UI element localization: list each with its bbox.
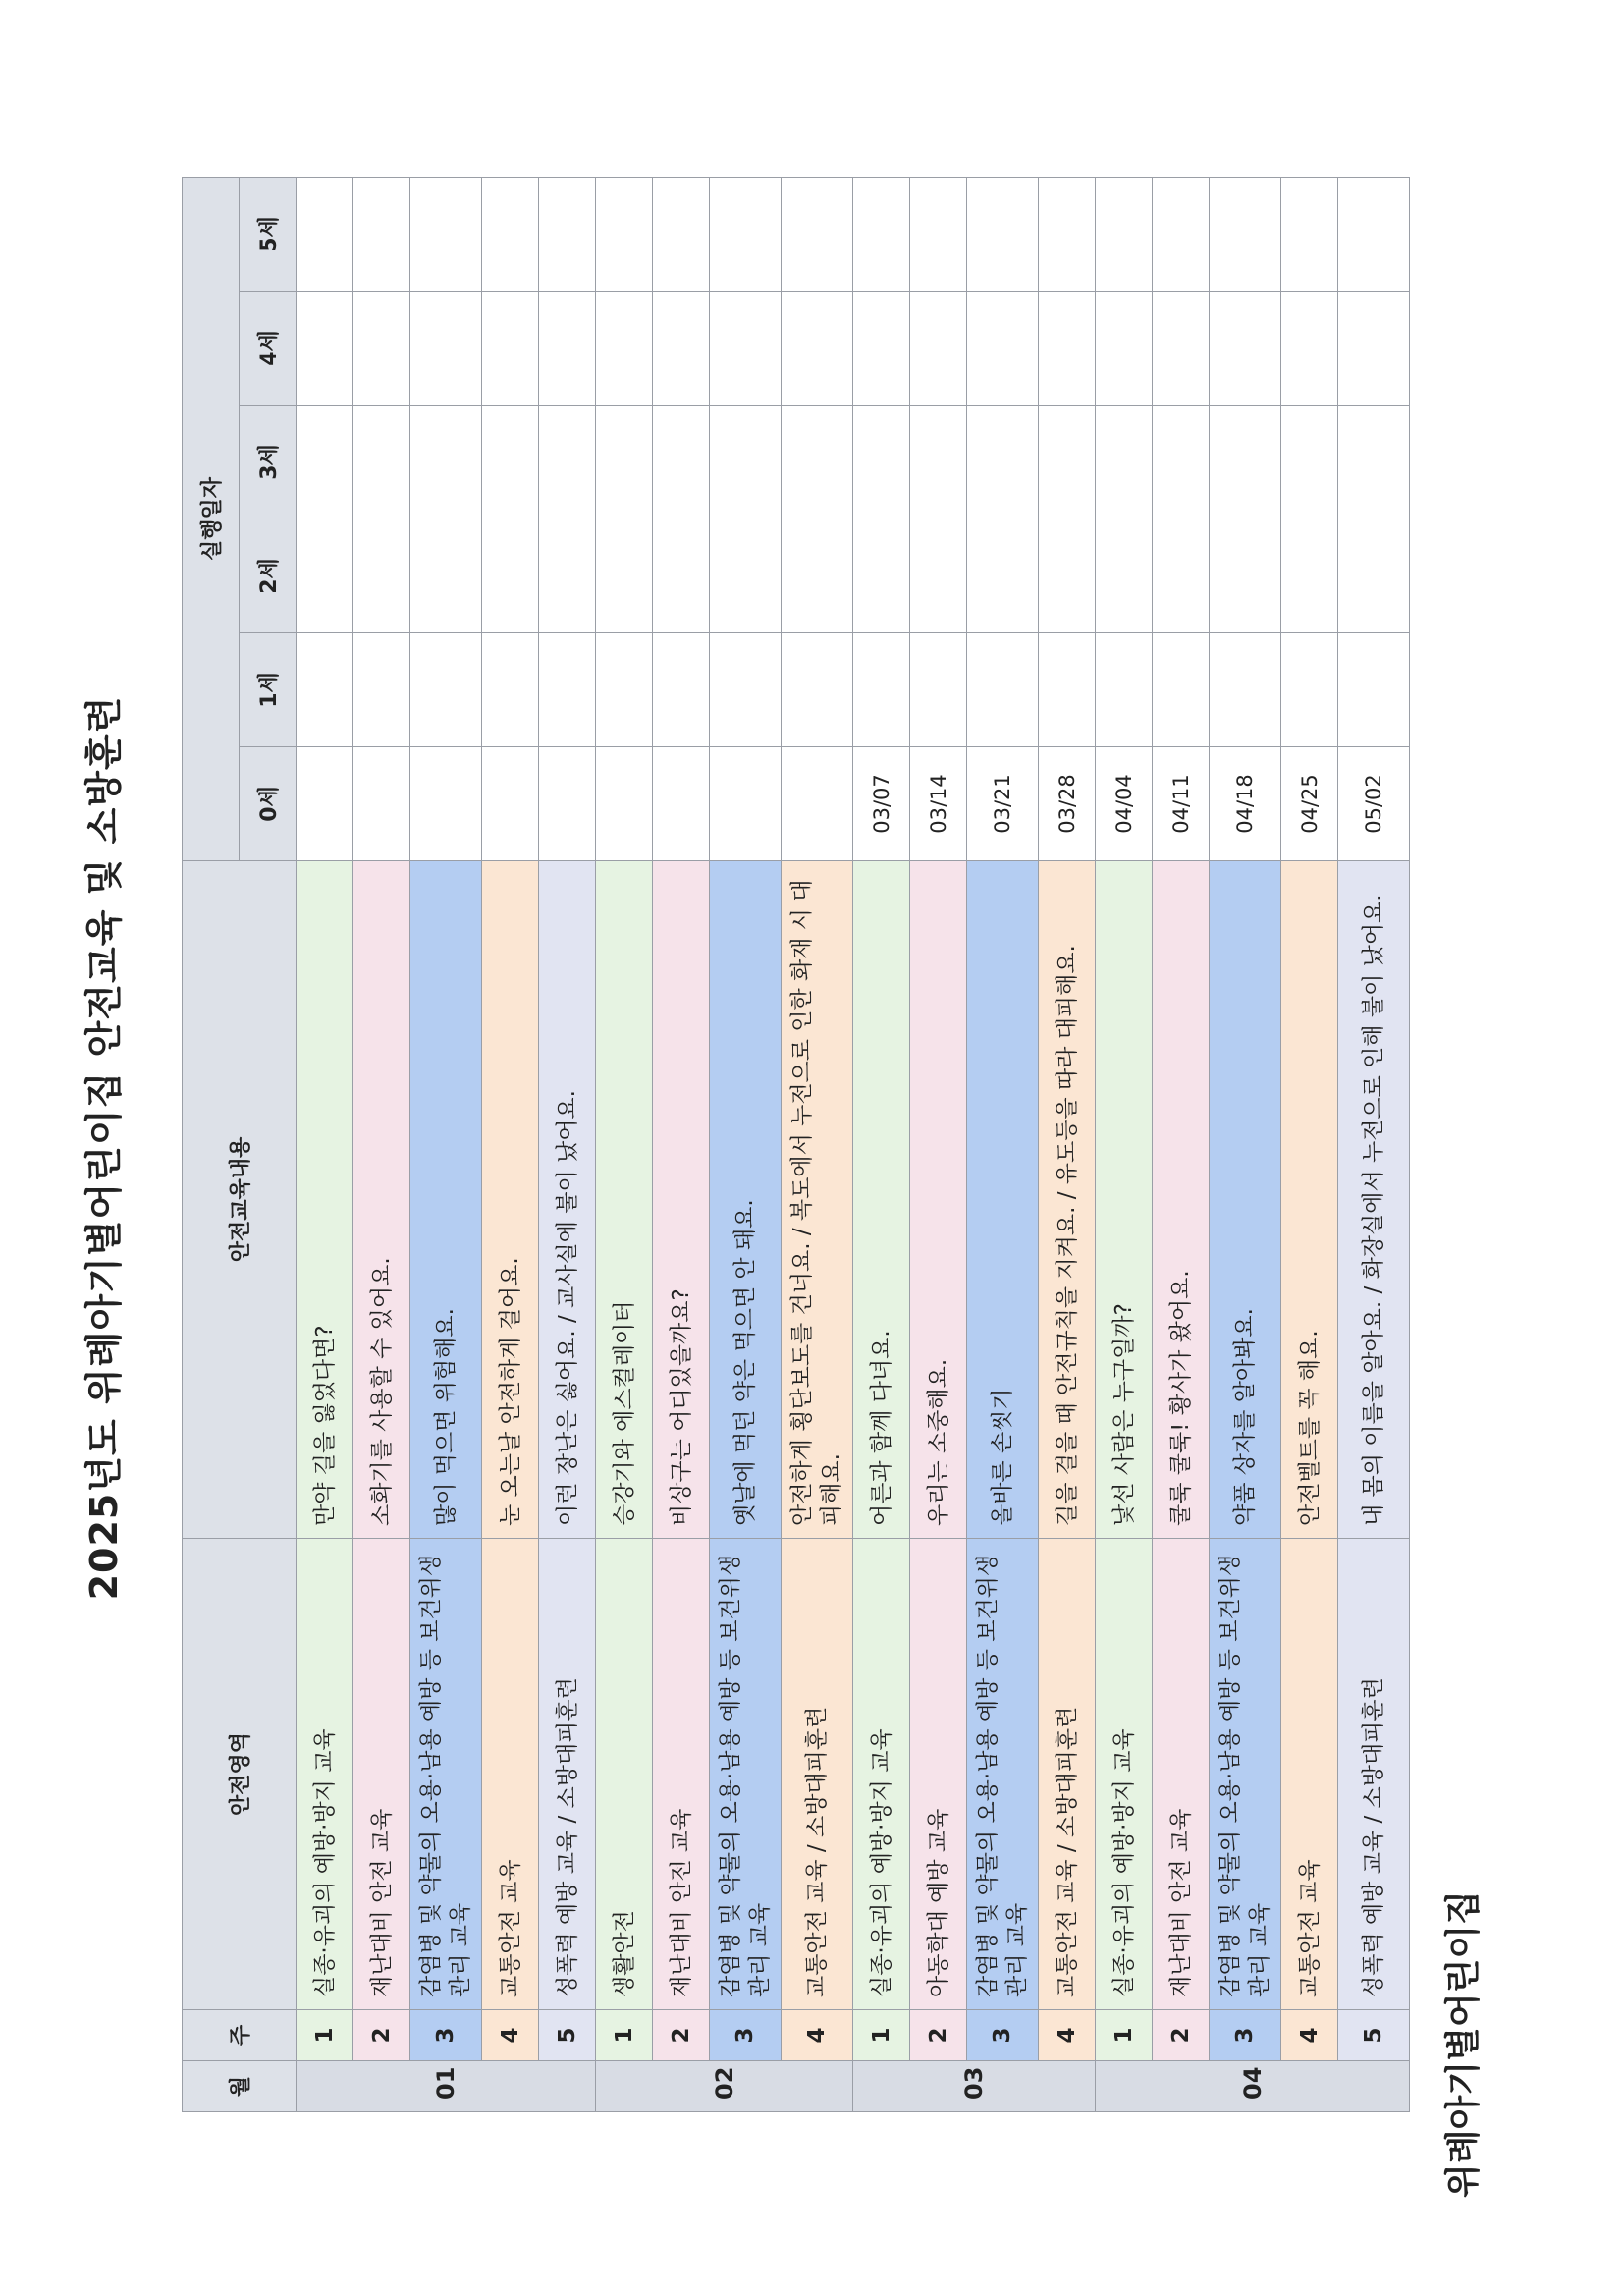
date-cell-age-2: [539, 519, 596, 633]
date-cell-age-4: [410, 292, 482, 406]
header-month: 월: [183, 2061, 297, 2112]
content-cell: 안전벨트를 꼭 해요.: [1281, 861, 1338, 1539]
week-cell: 2: [653, 2010, 710, 2061]
date-cell-age-4: [1096, 292, 1153, 406]
date-cell-age-1: [1281, 633, 1338, 747]
week-cell: 4: [482, 2010, 539, 2061]
month-cell: 03: [853, 2061, 1096, 2112]
date-cell-age-2: [710, 519, 782, 633]
date-cell-age-3: [710, 406, 782, 519]
week-cell: 3: [967, 2010, 1039, 2061]
date-cell-age-1: [910, 633, 967, 747]
content-cell: 만약 길을 잃었다면?: [297, 861, 353, 1539]
table-row: [653, 177, 710, 2111]
table-row: [1153, 177, 1210, 2111]
date-cell-age-3: [1281, 406, 1338, 519]
date-cell-age-4: [1210, 292, 1281, 406]
date-cell-age-3: [653, 406, 710, 519]
date-cell-age-5: [1338, 177, 1410, 291]
document-title: 2025년도 위례아기별어린이집 안전교육 및 소방훈련: [82, 695, 126, 1601]
month-cell: 01: [297, 2061, 596, 2112]
header-age-5: 5세: [240, 177, 297, 291]
date-cell-age-2: [1281, 519, 1338, 633]
date-cell-age-1: [353, 633, 410, 747]
week-cell: 2: [353, 2010, 410, 2061]
header-age-4: 4세: [240, 292, 297, 406]
date-cell-age-4: [1281, 292, 1338, 406]
date-cell-age-1: [297, 633, 353, 747]
area-cell: 감염병 및 약물의 오용·남용 예방 등 보건위생관리 교육: [1210, 1539, 1281, 2010]
area-cell: 실종·유괴의 예방·방지 교육: [853, 1539, 910, 2010]
date-cell-age-2: [653, 519, 710, 633]
date-cell-age-0: [297, 747, 353, 861]
week-cell: 2: [1153, 2010, 1210, 2061]
date-cell-age-5: [653, 177, 710, 291]
month-cell: 02: [596, 2061, 853, 2112]
date-cell-age-4: [353, 292, 410, 406]
week-cell: 4: [782, 2010, 853, 2061]
date-cell-age-3: [1210, 406, 1281, 519]
date-cell-age-3: [782, 406, 853, 519]
table-body: [297, 177, 1410, 2111]
area-cell: 감염병 및 약물의 오용·남용 예방 등 보건위생관리 교육: [967, 1539, 1039, 2010]
date-cell-age-5: [967, 177, 1039, 291]
table-row: [782, 177, 853, 2111]
date-cell-age-3: [297, 406, 353, 519]
date-cell-age-1: [967, 633, 1039, 747]
header-age-0: 0세: [240, 747, 297, 861]
date-cell-age-1: [1096, 633, 1153, 747]
date-cell-age-4: [539, 292, 596, 406]
date-cell-age-5: [410, 177, 482, 291]
header-age-1: 1세: [240, 633, 297, 747]
date-cell-age-0: [596, 747, 653, 861]
date-cell-age-5: [1096, 177, 1153, 291]
date-cell-age-5: [353, 177, 410, 291]
date-cell-age-4: [853, 292, 910, 406]
header-area: 안전영역: [183, 1539, 297, 2010]
date-cell-age-0: 04/25: [1281, 747, 1338, 861]
date-cell-age-2: [1210, 519, 1281, 633]
date-cell-age-4: [482, 292, 539, 406]
date-cell-age-3: [410, 406, 482, 519]
date-cell-age-4: [1039, 292, 1096, 406]
week-cell: 3: [410, 2010, 482, 2061]
date-cell-age-5: [596, 177, 653, 291]
date-cell-age-5: [1039, 177, 1096, 291]
header-week: 주: [183, 2010, 297, 2061]
date-cell-age-5: [910, 177, 967, 291]
area-cell: 재난대비 안전 교육: [353, 1539, 410, 2010]
date-cell-age-3: [853, 406, 910, 519]
date-cell-age-2: [1039, 519, 1096, 633]
week-cell: 3: [1210, 2010, 1281, 2061]
safety-education-table: [182, 177, 1410, 2112]
date-cell-age-5: [782, 177, 853, 291]
table-row: [353, 177, 410, 2111]
week-cell: 3: [710, 2010, 782, 2061]
date-cell-age-2: [482, 519, 539, 633]
date-cell-age-1: [782, 633, 853, 747]
date-cell-age-0: 03/14: [910, 747, 967, 861]
table-row: [1281, 177, 1338, 2111]
table-row: [910, 177, 967, 2111]
week-cell: 5: [539, 2010, 596, 2061]
table-row: [1039, 177, 1096, 2111]
content-cell: 쿨룩 쿨룩! 황사가 왔어요.: [1153, 861, 1210, 1539]
header-content: 안전교육내용: [183, 861, 297, 1539]
date-cell-age-1: [539, 633, 596, 747]
content-cell: 옛날에 먹던 약은 먹으면 안 돼요.: [710, 861, 782, 1539]
date-cell-age-0: [782, 747, 853, 861]
date-cell-age-4: [596, 292, 653, 406]
content-cell: 소화기를 사용할 수 있어요.: [353, 861, 410, 1539]
date-cell-age-1: [1210, 633, 1281, 747]
content-cell: 이런 장난은 싫어요. / 교사실에 불이 났어요.: [539, 861, 596, 1539]
week-cell: 1: [853, 2010, 910, 2061]
week-cell: 1: [1096, 2010, 1153, 2061]
table-row: [482, 177, 539, 2111]
table-row: [967, 177, 1039, 2111]
content-cell: 많이 먹으면 위험해요.: [410, 861, 482, 1539]
date-cell-age-1: [1153, 633, 1210, 747]
date-cell-age-4: [1153, 292, 1210, 406]
area-cell: 아동학대 예방 교육: [910, 1539, 967, 2010]
date-cell-age-1: [653, 633, 710, 747]
date-cell-age-2: [353, 519, 410, 633]
date-cell-age-5: [1210, 177, 1281, 291]
date-cell-age-3: [1153, 406, 1210, 519]
date-cell-age-5: [853, 177, 910, 291]
date-cell-age-4: [710, 292, 782, 406]
date-cell-age-3: [596, 406, 653, 519]
area-cell: 실종·유괴의 예방·방지 교육: [1096, 1539, 1153, 2010]
week-cell: 4: [1281, 2010, 1338, 2061]
date-cell-age-3: [967, 406, 1039, 519]
month-cell: 04: [1096, 2061, 1410, 2112]
date-cell-age-1: [1338, 633, 1410, 747]
week-cell: 1: [297, 2010, 353, 2061]
content-cell: 어른과 함께 다녀요.: [853, 861, 910, 1539]
table-row: [297, 177, 353, 2111]
content-cell: 우리는 소중해요.: [910, 861, 967, 1539]
content-cell: 길을 걸을 때 안전규칙을 지켜요. / 유도등을 따라 대피해요.: [1039, 861, 1096, 1539]
table-row: [1210, 177, 1281, 2111]
date-cell-age-5: [539, 177, 596, 291]
content-cell: 승강기와 에스컬레이터: [596, 861, 653, 1539]
date-cell-age-0: 03/28: [1039, 747, 1096, 861]
table-row: [1338, 177, 1410, 2111]
date-cell-age-1: [1039, 633, 1096, 747]
content-cell: 안전하게 횡단보도를 건너요. / 복도에서 누전으로 인한 화재 시 대피해요.: [782, 861, 853, 1539]
date-cell-age-0: 05/02: [1338, 747, 1410, 861]
date-cell-age-4: [1338, 292, 1410, 406]
table-row: [596, 177, 653, 2111]
date-cell-age-1: [596, 633, 653, 747]
area-cell: 재난대비 안전 교육: [653, 1539, 710, 2010]
week-cell: 4: [1039, 2010, 1096, 2061]
date-cell-age-4: [782, 292, 853, 406]
date-cell-age-4: [910, 292, 967, 406]
date-cell-age-2: [1153, 519, 1210, 633]
date-cell-age-0: 04/18: [1210, 747, 1281, 861]
date-cell-age-1: [853, 633, 910, 747]
table-row: [539, 177, 596, 2111]
content-cell: 약품 상자를 알아봐요.: [1210, 861, 1281, 1539]
date-cell-age-0: [353, 747, 410, 861]
date-cell-age-4: [653, 292, 710, 406]
area-cell: 교통안전 교육: [482, 1539, 539, 2010]
date-cell-age-5: [1153, 177, 1210, 291]
content-cell: 올바른 손씻기: [967, 861, 1039, 1539]
content-cell: 비상구는 어디있을까요?: [653, 861, 710, 1539]
date-cell-age-2: [853, 519, 910, 633]
date-cell-age-5: [297, 177, 353, 291]
date-cell-age-3: [1338, 406, 1410, 519]
date-cell-age-2: [297, 519, 353, 633]
area-cell: 감염병 및 약물의 오용·남용 예방 등 보건위생관리 교육: [710, 1539, 782, 2010]
date-cell-age-4: [967, 292, 1039, 406]
area-cell: 교통안전 교육 / 소방대피훈련: [1039, 1539, 1096, 2010]
date-cell-age-3: [1096, 406, 1153, 519]
date-cell-age-2: [910, 519, 967, 633]
area-cell: 재난대비 안전 교육: [1153, 1539, 1210, 2010]
date-cell-age-2: [596, 519, 653, 633]
content-cell: 내 몸의 이름을 알아요. / 화장실에서 누전으로 인해 불이 났어요.: [1338, 861, 1410, 1539]
header-age-2: 2세: [240, 519, 297, 633]
date-cell-age-2: [967, 519, 1039, 633]
date-cell-age-2: [410, 519, 482, 633]
content-cell: 낯선 사람은 누구일까?: [1096, 861, 1153, 1539]
date-cell-age-1: [482, 633, 539, 747]
date-cell-age-0: 03/21: [967, 747, 1039, 861]
date-cell-age-2: [782, 519, 853, 633]
area-cell: 성폭력 예방 교육 / 소방대피훈련: [1338, 1539, 1410, 2010]
table-row: [410, 177, 482, 2111]
date-cell-age-0: 04/04: [1096, 747, 1153, 861]
date-cell-age-0: 04/11: [1153, 747, 1210, 861]
footer-center-name: 위례아기별어린이집: [1443, 1890, 1484, 2198]
date-cell-age-3: [1039, 406, 1096, 519]
content-cell: 눈 오는날 안전하게 걸어요.: [482, 861, 539, 1539]
date-cell-age-0: [653, 747, 710, 861]
date-cell-age-0: [710, 747, 782, 861]
header-age-3: 3세: [240, 406, 297, 519]
area-cell: 감염병 및 약물의 오용·남용 예방 등 보건위생관리 교육: [410, 1539, 482, 2010]
date-cell-age-0: [410, 747, 482, 861]
date-cell-age-3: [353, 406, 410, 519]
area-cell: 성폭력 예방 교육 / 소방대피훈련: [539, 1539, 596, 2010]
date-cell-age-0: 03/07: [853, 747, 910, 861]
date-cell-age-2: [1338, 519, 1410, 633]
area-cell: 실종·유괴의 예방·방지 교육: [297, 1539, 353, 2010]
table-row: [853, 177, 910, 2111]
header-exec-date: 실행일자: [183, 177, 240, 860]
date-cell-age-5: [710, 177, 782, 291]
area-cell: 교통안전 교육 / 소방대피훈련: [782, 1539, 853, 2010]
date-cell-age-5: [1281, 177, 1338, 291]
week-cell: 5: [1338, 2010, 1410, 2061]
date-cell-age-3: [910, 406, 967, 519]
table-header: [183, 177, 297, 2111]
date-cell-age-1: [410, 633, 482, 747]
area-cell: 교통안전 교육: [1281, 1539, 1338, 2010]
date-cell-age-5: [482, 177, 539, 291]
table-row: [710, 177, 782, 2111]
table-row: [1096, 177, 1153, 2111]
date-cell-age-1: [710, 633, 782, 747]
date-cell-age-3: [482, 406, 539, 519]
area-cell: 생활안전: [596, 1539, 653, 2010]
date-cell-age-3: [539, 406, 596, 519]
week-cell: 2: [910, 2010, 967, 2061]
week-cell: 1: [596, 2010, 653, 2061]
date-cell-age-2: [1096, 519, 1153, 633]
date-cell-age-0: [482, 747, 539, 861]
date-cell-age-0: [539, 747, 596, 861]
date-cell-age-4: [297, 292, 353, 406]
